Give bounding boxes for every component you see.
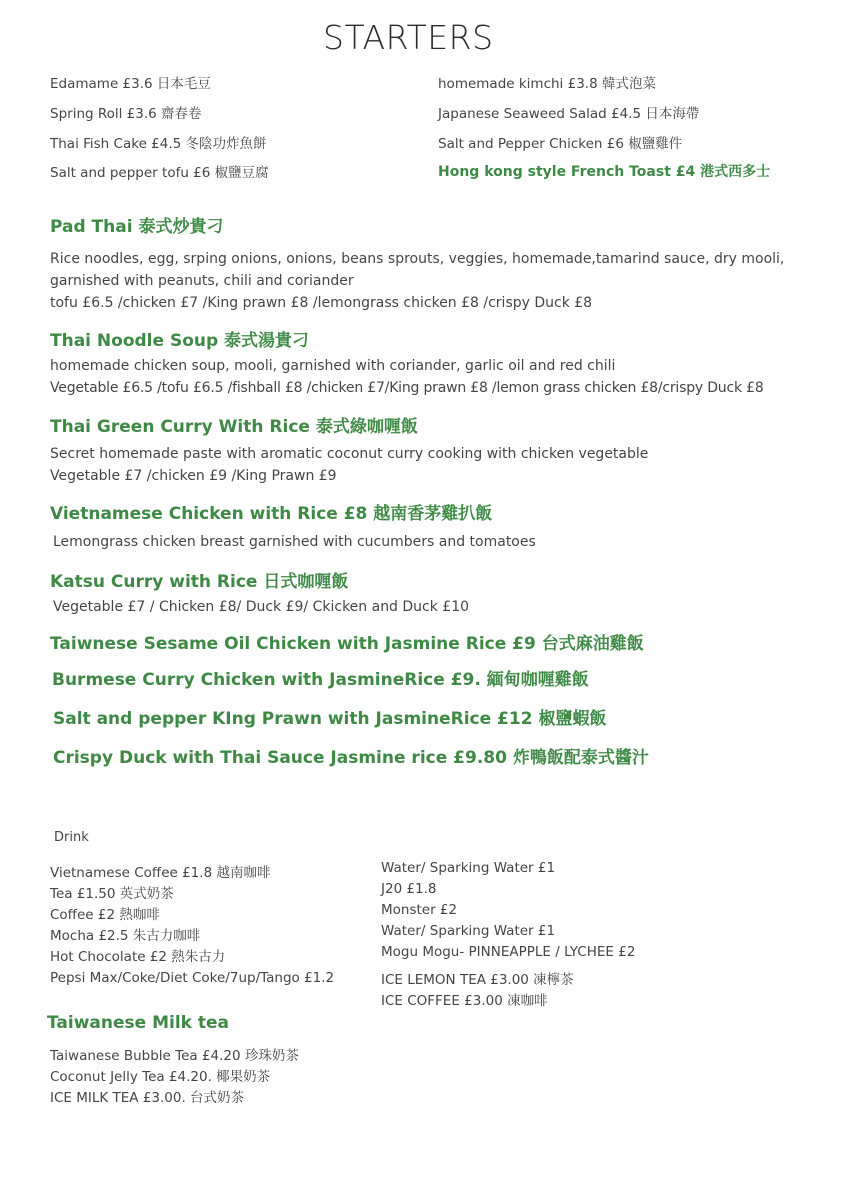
starter-item: Thai Fish Cake £4.5 冬陰功炸魚餅 — [50, 136, 267, 152]
dish-prices: tofu £6.5 /chicken £7 /King prawn £8 /lemongrass chicken £8 /crispy Duck £8 — [50, 295, 593, 311]
drink-item: Taiwanese Bubble Tea £4.20 珍珠奶茶 — [50, 1048, 299, 1064]
dish-name: Taiwnese Sesame Oil Chicken with Jasmine Rice £9 台式麻油雞飯 — [50, 634, 644, 654]
dish-description: Secret homemade paste with aromatic coconut curry cooking with chicken vegetable — [50, 446, 649, 462]
starter-item: Salt and Pepper Chicken £6 椒鹽雞件 — [438, 136, 683, 152]
starter-item: Edamame £3.6 日本毛豆 — [50, 76, 211, 92]
starter-item: Spring Roll £3.6 齋春卷 — [50, 106, 202, 122]
starter-item: Japanese Seaweed Salad £4.5 日本海帶 — [438, 106, 700, 122]
drink-item: Water/ Sparking Water £1 — [381, 860, 556, 876]
drink-item: Mocha £2.5 朱古力咖啡 — [50, 928, 201, 944]
dish-name: Thai Noodle Soup 泰式湯貴刁 — [50, 331, 310, 351]
dish-name: Thai Green Curry With Rice 泰式綠咖喱飯 — [50, 417, 418, 437]
starter-item: Salt and pepper tofu £6 椒鹽豆腐 — [50, 165, 269, 181]
drink-item: ICE LEMON TEA £3.00 凍檸茶 — [381, 972, 574, 988]
dish-name: Vietnamese Chicken with Rice £8 越南香茅雞扒飯 — [50, 504, 493, 524]
dish-description: homemade chicken soup, mooli, garnished with coriander, garlic oil and red chili — [50, 358, 616, 374]
dish-prices: Vegetable £6.5 /tofu £6.5 /fishball £8 /chicken £7/King prawn £8 /lemon grass chicken £8/crispy Duck £8 — [50, 380, 764, 396]
drink-item: Water/ Sparking Water £1 — [381, 923, 556, 939]
dish-name: Crispy Duck with Thai Sauce Jasmine rice £9.80 炸鴨飯配泰式醬汁 — [53, 748, 649, 768]
drink-item: ICE MILK TEA £3.00. 台式奶茶 — [50, 1090, 245, 1106]
dish-prices: Vegetable £7 /chicken £9 /King Prawn £9 — [50, 468, 337, 484]
drink-item: Mogu Mogu- PINNEAPPLE / LYCHEE £2 — [381, 944, 636, 960]
drink-item: ICE COFFEE £3.00 凍咖啡 — [381, 993, 548, 1009]
starter-item-highlight: Hong kong style French Toast £4 港式西多士 — [438, 164, 771, 180]
dish-name: Salt and pepper KIng Prawn with JasmineRice £12 椒鹽蝦飯 — [53, 709, 607, 729]
drink-item: Vietnamese Coffee £1.8 越南咖啡 — [50, 865, 271, 881]
dish-name: Burmese Curry Chicken with JasmineRice £9. 緬甸咖喱雞飯 — [52, 670, 589, 690]
starter-item: homemade kimchi £3.8 韓式泡菜 — [438, 76, 656, 92]
drink-item: Pepsi Max/Coke/Diet Coke/7up/Tango £1.2 — [50, 970, 335, 986]
dish-description: garnished with peanuts, chili and coriander — [50, 273, 354, 289]
drink-item: Tea £1.50 英式奶茶 — [50, 886, 174, 902]
drink-item: J20 £1.8 — [381, 881, 437, 897]
dish-prices: Vegetable £7 / Chicken £8/ Duck £9/ Ckicken and Duck £10 — [53, 599, 470, 615]
drink-item: Coconut Jelly Tea £4.20. 椰果奶茶 — [50, 1069, 271, 1085]
page-title: STARTERS — [323, 18, 494, 57]
drink-item: Monster £2 — [381, 902, 458, 918]
drink-item: Hot Chocolate £2 熱朱古力 — [50, 949, 226, 965]
section-heading: Taiwanese Milk tea — [47, 1013, 230, 1033]
drink-heading: Drink — [54, 830, 89, 845]
dish-name: Pad Thai 泰式炒貴刁 — [50, 217, 224, 237]
dish-description: Lemongrass chicken breast garnished with cucumbers and tomatoes — [53, 534, 536, 550]
drink-item: Coffee £2 熱咖啡 — [50, 907, 160, 923]
dish-description: Rice noodles, egg, srping onions, onions, beans sprouts, veggies, homemade,tamarind sauce, dry mooli, — [50, 251, 785, 267]
dish-name: Katsu Curry with Rice 日式咖喱飯 — [50, 572, 349, 592]
